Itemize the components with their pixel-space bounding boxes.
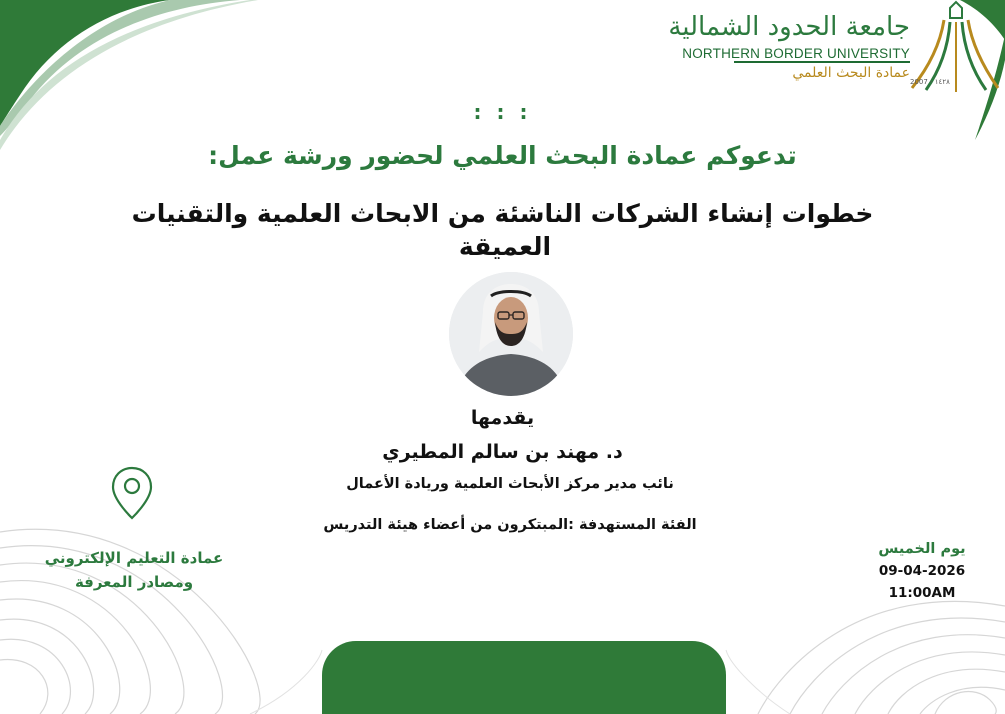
speaker-photo	[449, 272, 573, 396]
event-time: 11:00AM	[888, 585, 956, 601]
speaker-position: نائب مدير مركز الأبحاث العلمية وريادة الأعمال	[346, 476, 674, 492]
speaker-name: د. مهند بن سالم المطيري	[382, 441, 623, 463]
university-logo	[668, 0, 1005, 100]
location-line-2: ومصادر المعرفة	[74, 573, 194, 591]
ornament-dots: : : :	[473, 100, 532, 124]
founding-year: 2007 - ١٤٢٨	[910, 78, 950, 86]
logo-divider	[734, 61, 910, 63]
university-emblem-icon	[910, 0, 1000, 96]
event-day: يوم الخميس	[878, 541, 966, 557]
deanship-name: عمادة البحث العلمي	[792, 65, 910, 81]
workshop-title-line-1: خطوات إنشاء الشركات الناشئة من الابحاث العلمية والتقنيات	[131, 199, 874, 228]
bottom-green-band	[322, 641, 726, 714]
workshop-title-line-2: العميقة	[458, 232, 552, 261]
target-audience: الفئة المستهدفة :المبتكرون من أعضاء هيئة التدريس	[323, 517, 697, 533]
location-pin-icon	[108, 465, 156, 521]
event-date: 09-04-2026	[878, 563, 966, 579]
invitation-line: تدعوكم عمادة البحث العلمي لحضور ورشة عمل:	[208, 141, 797, 170]
presented-by-label: يقدمها	[470, 407, 535, 429]
university-name-arabic: جامعة الحدود الشمالية	[668, 12, 910, 42]
location-line-1: عمادة التعليم الإلكتروني	[44, 549, 224, 567]
university-name-english: NORTHERN BORDER UNIVERSITY	[682, 46, 910, 61]
